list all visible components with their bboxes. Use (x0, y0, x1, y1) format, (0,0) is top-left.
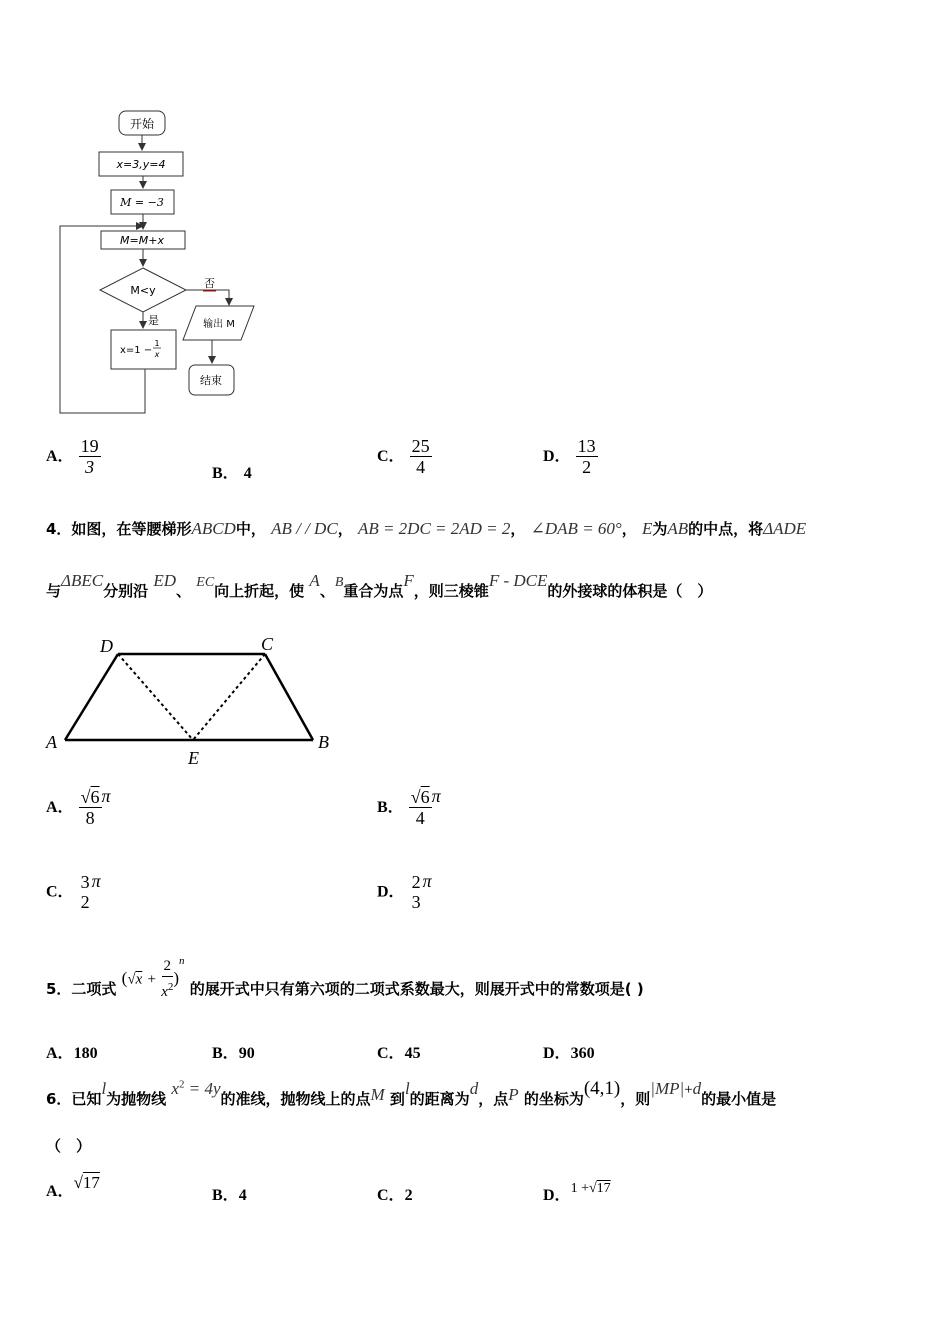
trapezoid-figure (40, 630, 340, 770)
q3-option-c[interactable] (377, 436, 432, 477)
fraction: $\frac{√6}{4}$ (410, 787, 430, 828)
flow-m-init-label: M = −3 (120, 196, 164, 209)
flow-x-update-den: x (154, 350, 160, 359)
fraction: $\frac{25}{4}$ (411, 436, 430, 477)
option-letter: B． (212, 465, 239, 482)
vertex-d-label: D (100, 636, 113, 656)
flow-end-label: 结束 (200, 374, 222, 387)
q5-line: 5．二项式 (√x + $\frac{2}{x^2}$ )$^n$ 的展开式中只有第六项的二项式系数最大，则展开式中的常数项是( ) (46, 954, 644, 1000)
fraction: $\frac{13}{2}$ (577, 436, 596, 477)
flow-x-update-num: 1 (154, 339, 160, 348)
flow-start-label: 开始 (129, 117, 155, 131)
q6-option-b[interactable]: B．4 (212, 1187, 247, 1204)
flow-x-update-label: x=1 − (120, 345, 153, 356)
q4-line2: 与ΔBEC分别沿 ED、 EC向上折起，使 A、B重合为点F，则三棱锥F - DCE的外接球的体积是（ ） (46, 571, 713, 600)
q5-option-a[interactable]: A．180 (46, 1045, 98, 1062)
q5-option-d[interactable]: D．360 (543, 1045, 595, 1062)
q5-option-c[interactable]: C．45 (377, 1045, 421, 1062)
vertex-c-label: C (261, 634, 274, 654)
option-value: 4 (243, 465, 252, 482)
flowchart (0, 100, 300, 430)
q4-option-a[interactable]: A． $\frac{√6}{8}$ π (46, 786, 111, 828)
option-letter: C． (377, 448, 405, 465)
q4-option-b[interactable]: B． $\frac{√6}{4}$ π (377, 786, 441, 828)
flow-yes-label: 是 (148, 314, 159, 327)
option-letter: A． (46, 448, 74, 465)
fraction: $\frac{19}{3}$ (80, 436, 99, 477)
q4-line1: 4．如图，在等腰梯形ABCD中， AB / / DC， AB = 2DC = 2AD = 2， ∠DAB = 60°， E为AB的中点，将ΔADE (46, 519, 807, 538)
q4-option-c[interactable]: C． 3 2 π (46, 870, 101, 912)
q3-option-b[interactable] (212, 460, 252, 483)
q4-option-d[interactable]: D． 2 3 π (377, 870, 432, 912)
flow-condition-label: M<y (130, 284, 156, 297)
flow-no-label: 否 (204, 277, 215, 290)
vertex-a-label: A (46, 732, 57, 752)
option-letter: D． (543, 448, 571, 465)
q3-option-a[interactable] (46, 436, 101, 477)
q6-option-a[interactable]: A．√17 (46, 1173, 100, 1200)
q6-option-d[interactable]: D．1 +√17 (543, 1181, 611, 1204)
q6-line1: 6．已知l为抛物线 $x^2 = 4y$的准线，抛物线上的点M 到l的距离为d，点P 的坐标为(4,1)，则|MP|+d的最小值是 (46, 1078, 777, 1108)
flow-m-update-label: M=M+x (120, 234, 164, 247)
fraction: $\frac{√6}{8}$ (80, 787, 100, 828)
q5-option-b[interactable]: B．90 (212, 1045, 255, 1062)
vertex-e-label: E (188, 748, 199, 768)
flow-init-label: x=3,y=4 (116, 158, 166, 171)
fraction: 2 3 (411, 872, 421, 912)
flow-output-label: 输出 M (203, 319, 235, 330)
q6-line2: （ ） (46, 1137, 92, 1155)
q3-option-d[interactable] (543, 436, 598, 477)
vertex-b-label: B (318, 732, 329, 752)
q6-option-c[interactable]: C．2 (377, 1187, 413, 1204)
fraction: 3 2 (80, 872, 90, 912)
